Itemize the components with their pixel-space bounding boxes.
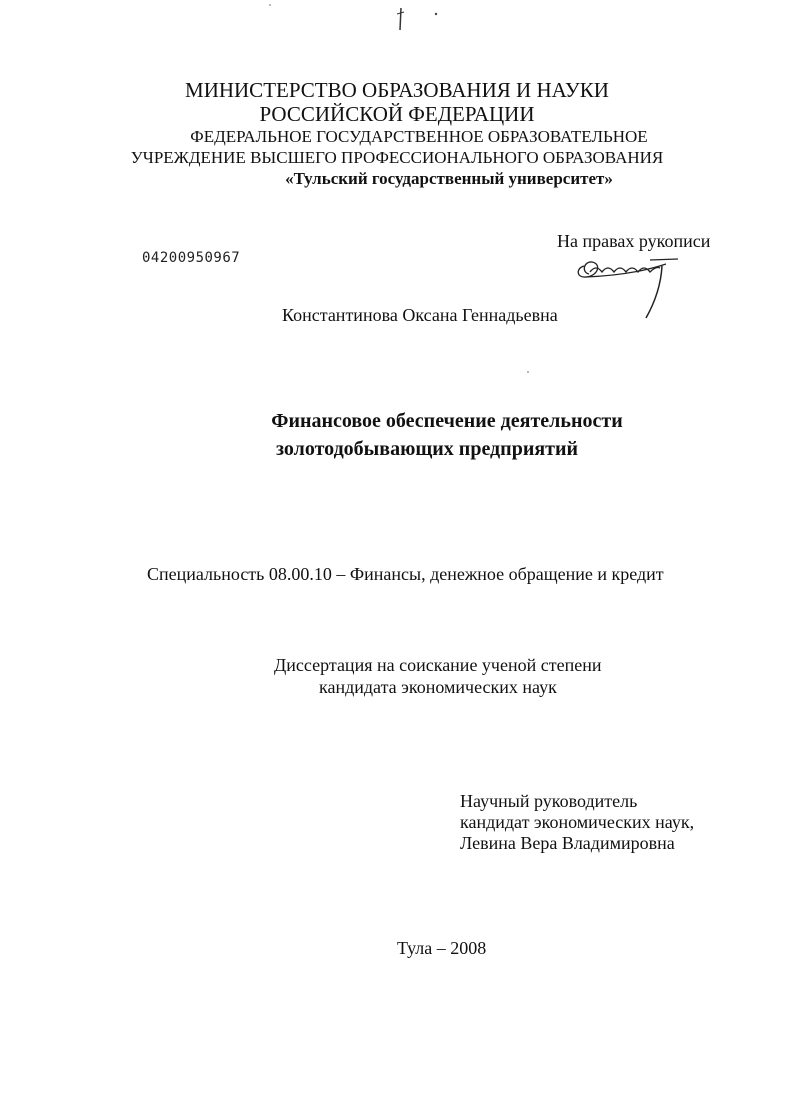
title-line-2: золотодобывающих предприятий bbox=[275, 438, 579, 460]
manuscript-note: На правах рукописи bbox=[557, 231, 711, 251]
signature bbox=[572, 250, 682, 324]
supervisor-role: Научный руководитель bbox=[460, 791, 638, 811]
place-year: Тула – 2008 bbox=[397, 938, 487, 958]
ministry-line-2: РОССИЙСКОЙ ФЕДЕРАЦИИ bbox=[259, 102, 535, 126]
institution-line-2: УЧРЕЖДЕНИЕ ВЫСШЕГО ПРОФЕССИОНАЛЬНОГО ОБРАЗОВАНИЯ bbox=[130, 148, 664, 167]
registration-number: 04200950967 bbox=[142, 250, 241, 266]
dissertation-line-1: Диссертация на соискание ученой степени bbox=[274, 655, 602, 675]
specialty: Специальность 08.00.10 – Финансы, денежное обращение и кредит bbox=[147, 564, 664, 584]
supervisor-degree: кандидат экономических наук, bbox=[460, 812, 695, 832]
title-line-1: Финансовое обеспечение деятельности bbox=[271, 410, 623, 432]
university-name: «Тульский государственный университет» bbox=[285, 169, 613, 188]
supervisor-name: Левина Вера Владимировна bbox=[460, 833, 675, 853]
institution-line-1: ФЕДЕРАЛЬНОЕ ГОСУДАРСТВЕННОЕ ОБРАЗОВАТЕЛЬНОЕ bbox=[190, 127, 648, 146]
author-name: Константинова Оксана Геннадьевна bbox=[282, 305, 558, 325]
ministry-line-1: МИНИСТЕРСТВО ОБРАЗОВАНИЯ И НАУКИ bbox=[185, 78, 609, 102]
dissertation-line-2: кандидата экономических наук bbox=[319, 677, 557, 697]
